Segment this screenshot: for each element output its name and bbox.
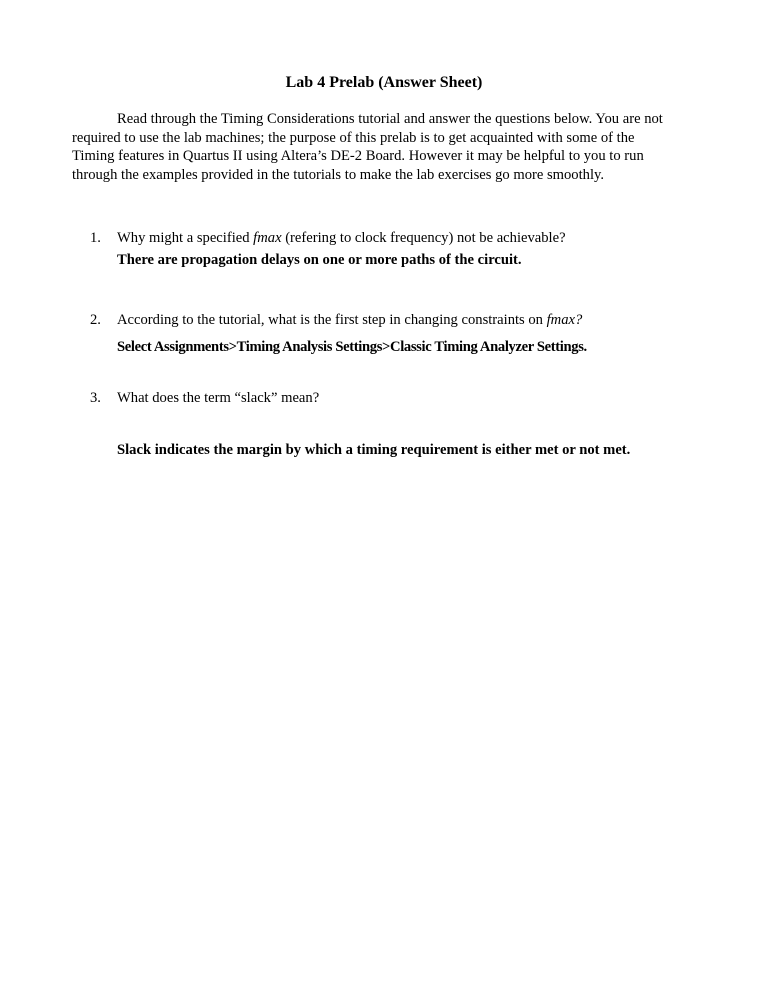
answer-1: There are propagation delays on one or more paths of the circuit. <box>117 252 522 268</box>
question-2 <box>90 311 690 329</box>
question-number: 1. <box>90 230 101 246</box>
answer-2: Select Assignments>Timing Analysis Settings>Classic Timing Analyzer Settings. <box>117 339 587 355</box>
answer-3: Slack indicates the margin by which a timing requirement is either met or not met. <box>117 442 631 458</box>
question-number: 2. <box>90 312 101 328</box>
question-text: Why might a specified <box>117 230 254 246</box>
question-text-tail: (refering to clock frequency) not be achievable? <box>281 230 566 246</box>
question-emphasis: fmax? <box>546 312 583 328</box>
question-emphasis: fmax <box>253 230 282 246</box>
document-title: Lab 4 Prelab (Answer Sheet) <box>285 74 483 91</box>
question-text: What does the term “slack” mean? <box>117 390 320 406</box>
question-number: 3. <box>90 390 101 406</box>
question-text: According to the tutorial, what is the first step in changing constraints on <box>117 312 547 328</box>
question-3 <box>90 389 690 407</box>
intro-paragraph: Read through the Timing Considerations tutorial and answer the questions below. You are not required to use the lab machines; the purpose of this prelab is to get acquainted with some of the Timing features in Quartus II using Altera’s DE-2 Board. However it may be helpful to you to run through the examples provided in the tutorials to make the lab exercises go more smoothly. <box>72 111 663 183</box>
question-1 <box>90 229 690 247</box>
